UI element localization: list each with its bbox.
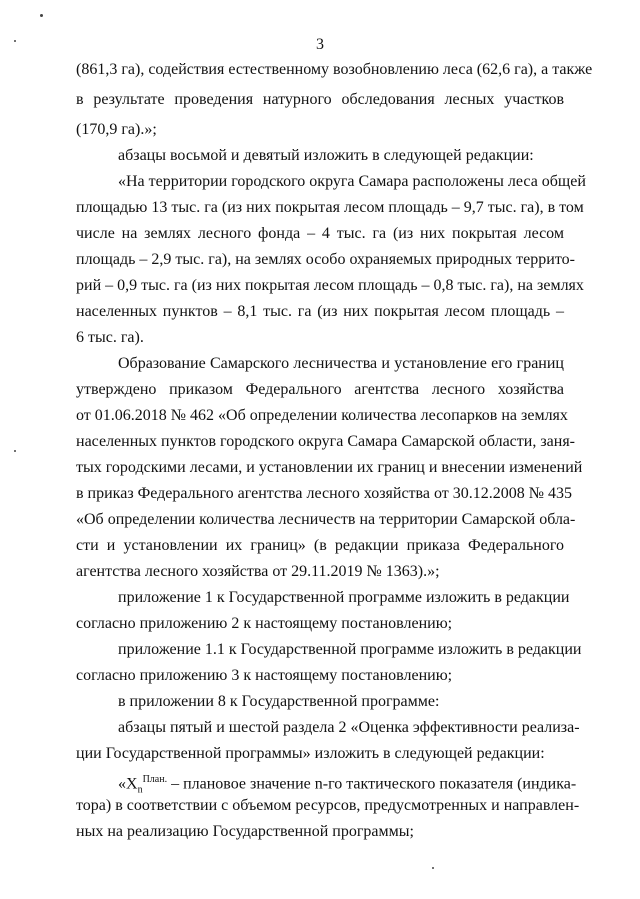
text-line: «Об определении количества лесничеств на территории Самарской обла- xyxy=(76,511,576,528)
scan-speck xyxy=(432,867,434,869)
text-line: в приложении 8 к Государственной программе: xyxy=(118,693,440,710)
formula-symbol: «X xyxy=(118,775,138,793)
text-line: абзацы пятый и шестой раздела 2 «Оценка эффективности реализа- xyxy=(118,719,580,736)
text-line: абзацы восьмой и девятый изложить в следующей редакции: xyxy=(118,147,534,164)
formula-subscript: n xyxy=(137,784,143,796)
text-line: (170,9 га).»; xyxy=(76,121,157,138)
text-line: (861,3 га), содействия естественному возобновлению леса (62,6 га), а также xyxy=(76,61,593,78)
formula-description: – плановое значение n-го тактического показателя (индика- xyxy=(167,775,577,793)
text-line: «На территории городского округа Самара расположены леса общей xyxy=(118,173,586,190)
scan-speck xyxy=(14,450,16,452)
text-line: в результате проведения натурного обследования лесных участков xyxy=(76,91,564,108)
text-line: площадью 13 тыс. га (из них покрытая лесом площадь – 9,7 тыс. га), в том xyxy=(76,199,584,216)
text-line: площадь – 2,9 тыс. га), на землях особо охраняемых природных террито- xyxy=(76,251,575,268)
text-line: тых городскими лесами, и установлении их границ и внесении изменений xyxy=(76,459,583,476)
text-line: согласно приложению 3 к настоящему постановлению; xyxy=(76,667,453,684)
text-line: утверждено приказом Федерального агентства лесного хозяйства xyxy=(76,381,564,398)
text-line: Образование Самарского лесничества и установление его границ xyxy=(118,355,564,372)
text-line: рий – 0,9 тыс. га (из них покрытая лесом площадь – 0,8 тыс. га), на землях xyxy=(76,277,584,294)
scan-speck xyxy=(40,14,43,17)
text-line: от 01.06.2018 № 462 «Об определении количества лесопарков на землях xyxy=(76,407,568,424)
text-line: в приказ Федерального агентства лесного хозяйства от 30.12.2008 № 435 xyxy=(76,485,573,502)
text-line: ных на реализацию Государственной программы; xyxy=(76,823,414,840)
page-number: 3 xyxy=(316,36,324,53)
text-line: числе на землях лесного фонда – 4 тыс. га (из них покрытая лесом xyxy=(76,225,564,242)
text-line: тора) в соответствии с объемом ресурсов, предусмотренных и направлен- xyxy=(76,797,580,814)
text-line: агентства лесного хозяйства от 29.11.2019 № 1363).»; xyxy=(76,563,440,580)
text-line: приложение 1 к Государственной программе изложить в редакции xyxy=(118,589,570,606)
text-line: сти и установлении их границ» (в редакции приказа Федерального xyxy=(76,537,564,554)
text-line: приложение 1.1 к Государственной программе изложить в редакции xyxy=(118,641,582,658)
formula-superscript: План. xyxy=(142,774,168,785)
text-line: населенных пунктов городского округа Самара Самарской области, заня- xyxy=(76,433,576,450)
text-line: населенных пунктов – 8,1 тыс. га (из них покрытая лесом площадь – xyxy=(76,303,564,320)
text-line: ции Государственной программы» изложить в следующей редакции: xyxy=(76,745,545,762)
text-line: согласно приложению 2 к настоящему постановлению; xyxy=(76,615,453,632)
text-line: 6 тыс. га). xyxy=(76,329,144,346)
